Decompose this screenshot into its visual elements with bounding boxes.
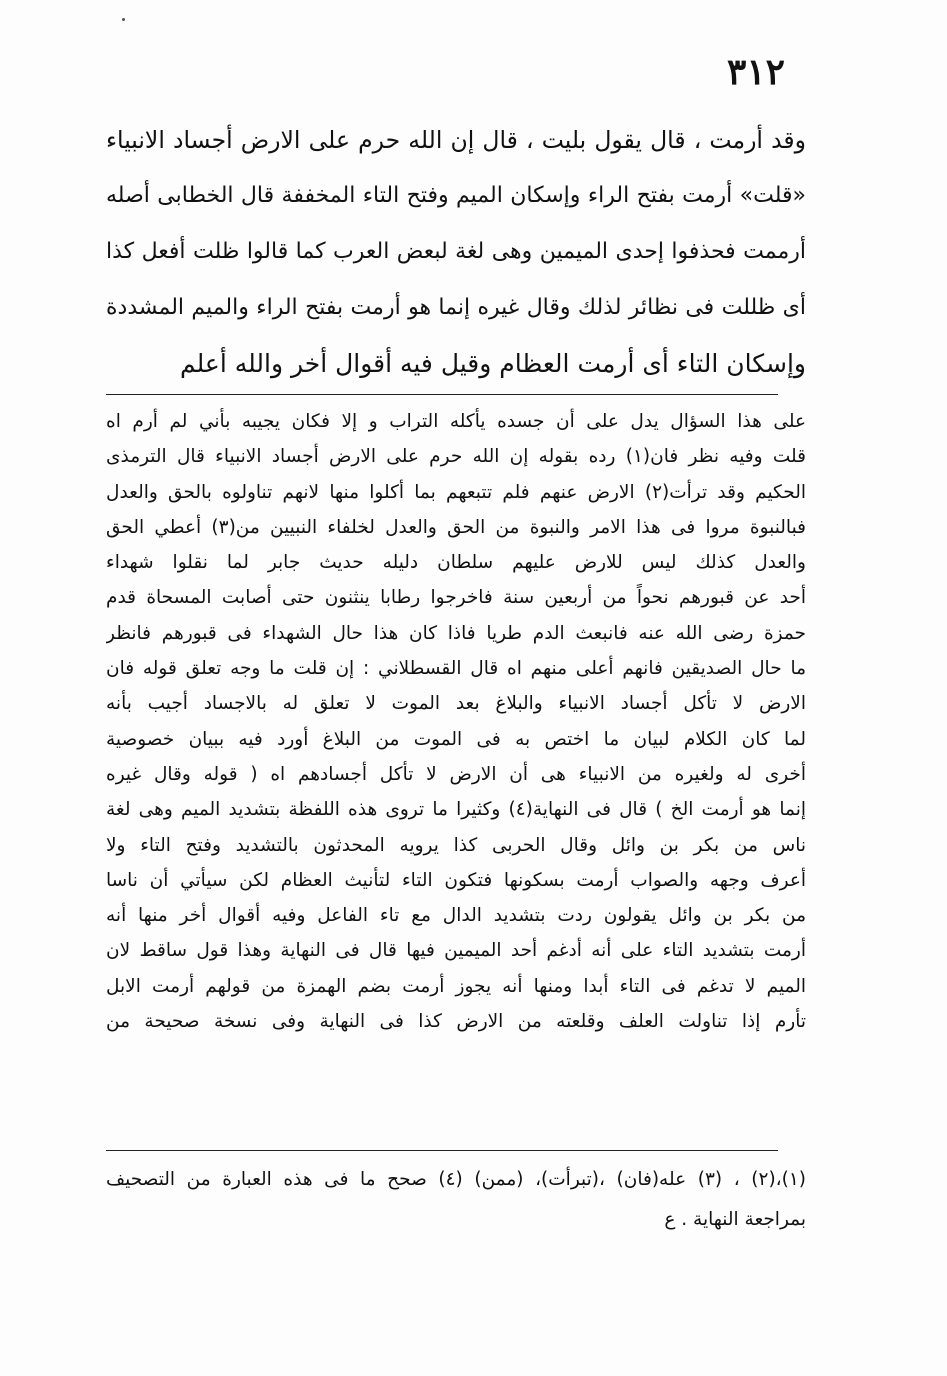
main-text-line: وقد أرمت ، قال يقول بليت ، قال إن الله حرم على الارض أجساد الانبياء bbox=[106, 126, 806, 154]
main-text-line: «قلت» أرمت بفتح الراء وإسكان الميم وفتح التاء المخففة قال الخطابى أصله bbox=[106, 183, 806, 208]
main-text bbox=[106, 112, 806, 392]
main-text-line: وإسكان التاء أى أرمت العظام وقيل فيه أقوال أخر والله أعلم bbox=[179, 349, 806, 378]
footnotes bbox=[106, 1160, 806, 1240]
commentary-line: ناس من بكر بن وائل وقال الحربى كذا يرويه المحدثون بالتشديد وفتح التاء ولا bbox=[106, 834, 806, 856]
page-number: ٣١٢ bbox=[726, 51, 785, 93]
commentary-line: الارض لا تأكل أجساد الانبياء والبلاغ بعد الموت لا تعلق له بالاجساد أجيب بأنه bbox=[106, 693, 806, 715]
main-text-line: أى ظللت فى نظائر لذلك وقال غيره إنما هو أرمت بفتح الراء والميم المشددة bbox=[106, 295, 806, 320]
main-text-line: أرممت فحذفوا إحدى الميمين وهى لغة لبعض العرب كما قالوا ظلت أفعل كذا bbox=[106, 239, 806, 264]
footnote-line: (١)،(٢) ، (٣) عله(فان) ،(تبرأت)، (ممن) (٤) صحح ما فى هذه العبارة من التصحيف bbox=[106, 1169, 806, 1190]
commentary-line: على هذا السؤال يدل على أن جسده يأكله التراب و إلا فكان يجيبه بأني لم أرم اه bbox=[106, 411, 806, 432]
commentary-line: أخرى له ولغيره من الانبياء هى أن الارض لا تأكل أجسادهم اه ( قوله وقال غيره bbox=[106, 763, 806, 785]
commentary-line: فبالنبوة مروا فى هذا الامر والنبوة من الحق والعدل لخلفاء النبيين من(٣) أعطي الحق bbox=[106, 516, 806, 538]
commentary-line: والعدل كذلك ليس للارض عليهم سلطان دليله حديث جابر لما نقلوا شهداء bbox=[106, 552, 806, 574]
commentary-text bbox=[106, 404, 806, 1039]
commentary-line: أعرف وجهه والصواب أرمت بسكونها فتكون التاء لتأنيث العظام لكن سيأتي أن ناسا bbox=[106, 869, 806, 891]
commentary-line: ما حال الصديقين فانهم أعلى منهم اه قال القسطلاني : إن قلت ما وجه تعلق قوله فان bbox=[106, 658, 806, 680]
commentary-line: قلت وفيه نظر فان(١) رده بقوله إن الله حرم على الارض أجساد الانبياء قال الترمذى bbox=[106, 446, 806, 468]
scan-speck bbox=[122, 18, 125, 21]
commentary-line: من بكر بن وائل يقولون ردت بتشديد الدال مع تاء الفاعل وفيه أقوال أخر منها أنه bbox=[106, 905, 806, 927]
main-text-divider bbox=[106, 394, 778, 395]
commentary-line: إنما هو أرمت الخ ) قال فى النهاية(٤) وكثيرا ما تروى هذه اللفظة بتشديد الميم وهى لغة bbox=[106, 799, 806, 821]
commentary-line: أرمت بتشديد التاء على أنه أدغم أحد الميمين فيها قال فى النهاية وهذا قول ساقط لان bbox=[106, 940, 806, 962]
footnote-divider bbox=[106, 1150, 778, 1151]
commentary-line: الحكيم وقد ترأت(٢) الارض عنهم فلم تتبعهم بما أكلوا منها لانهم تناولوه بالحق والعدل bbox=[106, 481, 806, 503]
footnote-line: بمراجعة النهاية . ع bbox=[664, 1209, 806, 1230]
commentary-line: الميم لا تدغم فى التاء أبدا ومنها أنه يجوز أرمت بضم الهمزة من قولهم أرمت الابل bbox=[106, 975, 806, 997]
commentary-line: حمزة رضى الله عنه فانبعث الدم طريا فاذا كان هذا حال الشهداء فى قبورهم فانظر bbox=[106, 622, 806, 644]
commentary-line: لما كان الكلام لبيان ما اختص به فى الموت من البلاغ أورد فيه ببيان خصوصية bbox=[106, 728, 806, 750]
commentary-line: أحد عن قبورهم نحواً من أربعين سنة فاخرجوا رطابا ينثنون حتى أصابت المسحاة قدم bbox=[106, 587, 806, 609]
commentary-line: تأرم إذا تناولت العلف وقلعته من الارض كذا فى النهاية وفى نسخة صحيحة من bbox=[106, 1011, 806, 1033]
